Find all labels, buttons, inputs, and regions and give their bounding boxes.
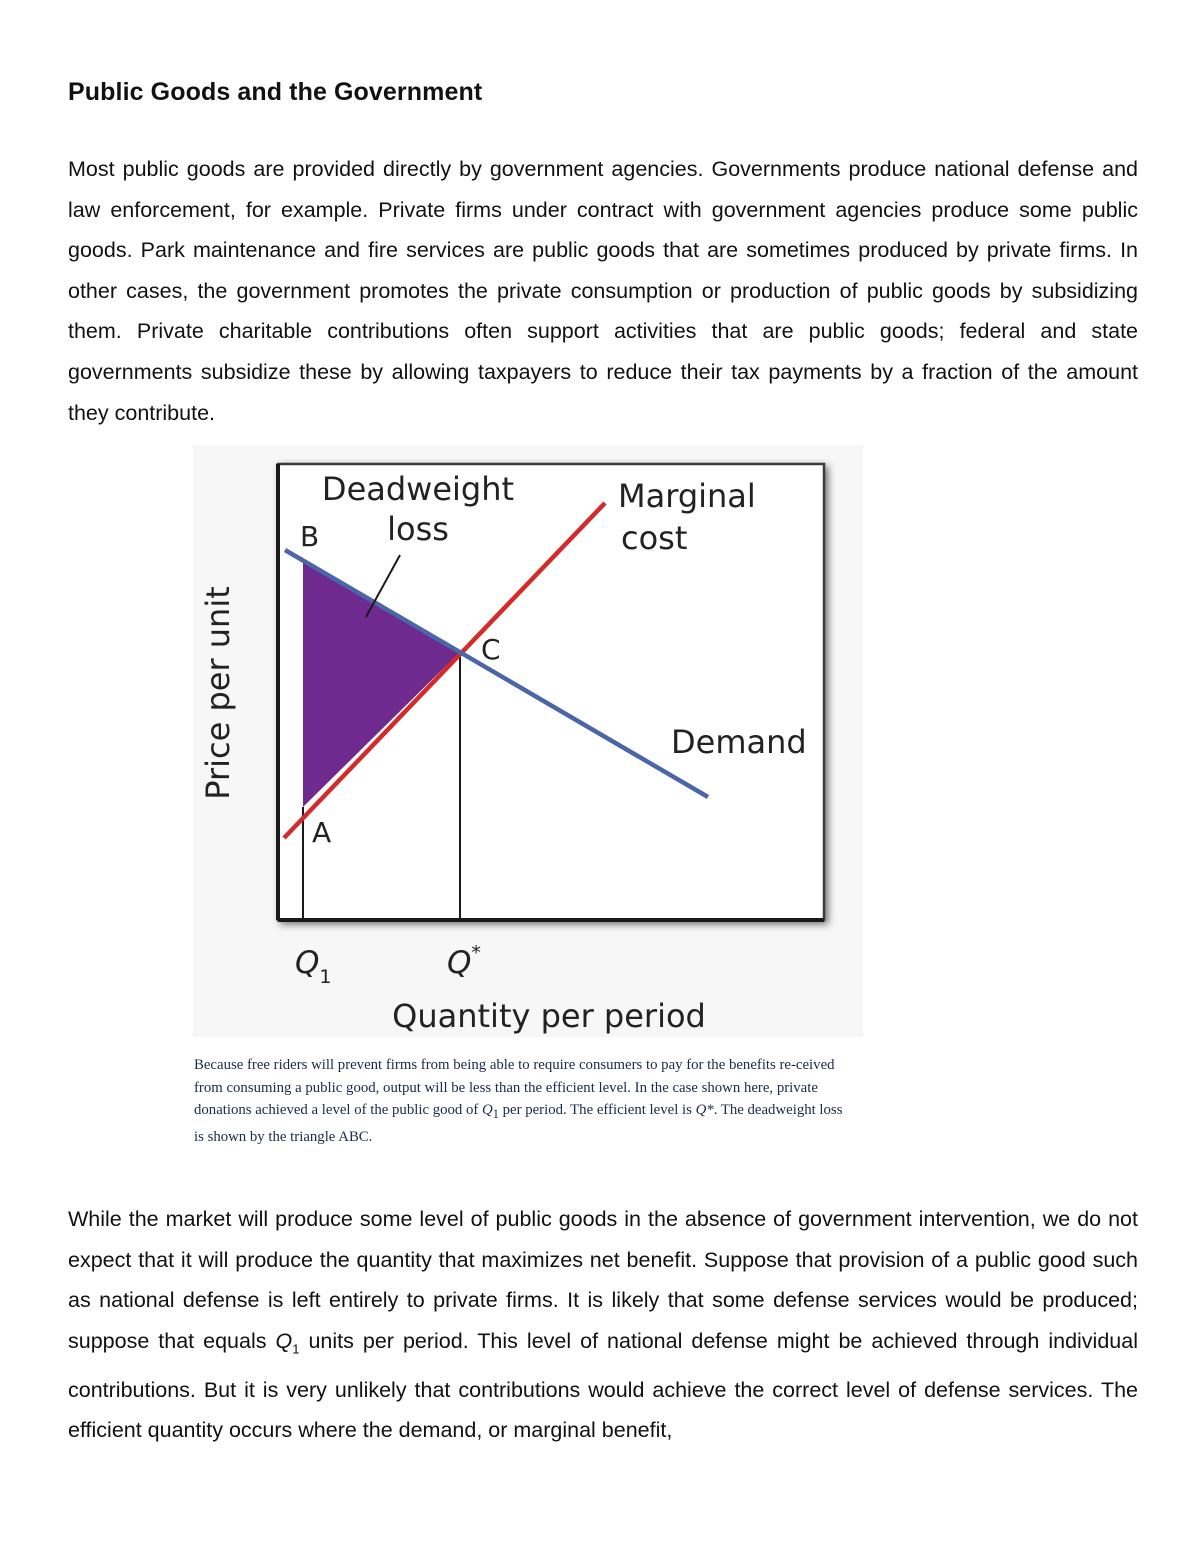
point-c-label: C [481,633,501,666]
paragraph-market-provision: While the market will produce some level of public goods in the absence of government intervention, we do not expect that it will produce the quantity that maximizes net benefit. Suppose that provision of a public good such as national defense is left entirely to private firms. It is likely that some defense services would be produced; suppose that equals $Q_1$ units per period. This level of national defense might be achieved through individual contributions. But it is very unlikely that contributions would achieve the correct level of defense services. The efficient quantity occurs where the demand, or marginal benefit, [68,1207,1138,1443]
marginal-cost-label-line1: Marginal [618,477,756,515]
y-axis-label: Price per unit [199,586,237,800]
deadweight-label-line2: loss [387,510,449,548]
point-b-label: B [300,520,320,553]
x-axis-label: Quantity per period [392,997,706,1035]
figure-caption: Because free riders will prevent firms from being able to require consumers to pay for the benefits re-ceived from consuming a public good, output will be less than the efficient level. In the case shown here, private donations achieved a level of the public good of $Q_1$ per period. The efficient level is Q*. The deadweight loss is shown by the triangle ABC. [194,1057,843,1145]
demand-label: Demand [671,723,807,761]
q1-tick-label: $Q_1$ [295,945,332,988]
deadweight-loss-diagram [193,445,863,1037]
deadweight-label-line1: Deadweight [321,470,515,508]
qstar-tick-label: Q* [447,942,481,981]
page-title: Public Goods and the Government [68,78,483,106]
marginal-cost-label-line2: cost [621,519,688,557]
deadweight-loss-figure [193,445,863,1037]
paragraph-intro: Most public goods are provided directly by government agencies. Governments produce national defense and law enforcement, for example. Private firms under contract with government agencies produce some public goods. Park maintenance and fire services are public goods that are sometimes produced by private firms. In other cases, the government promotes the private consumption or production of public goods by subsidizing them. Private charitable contributions often support activities that are public goods; federal and state governments subsidize these by allowing taxpayers to reduce their tax payments by a fraction of the amount they contribute. [68,157,1138,425]
point-a-label: A [312,816,332,849]
